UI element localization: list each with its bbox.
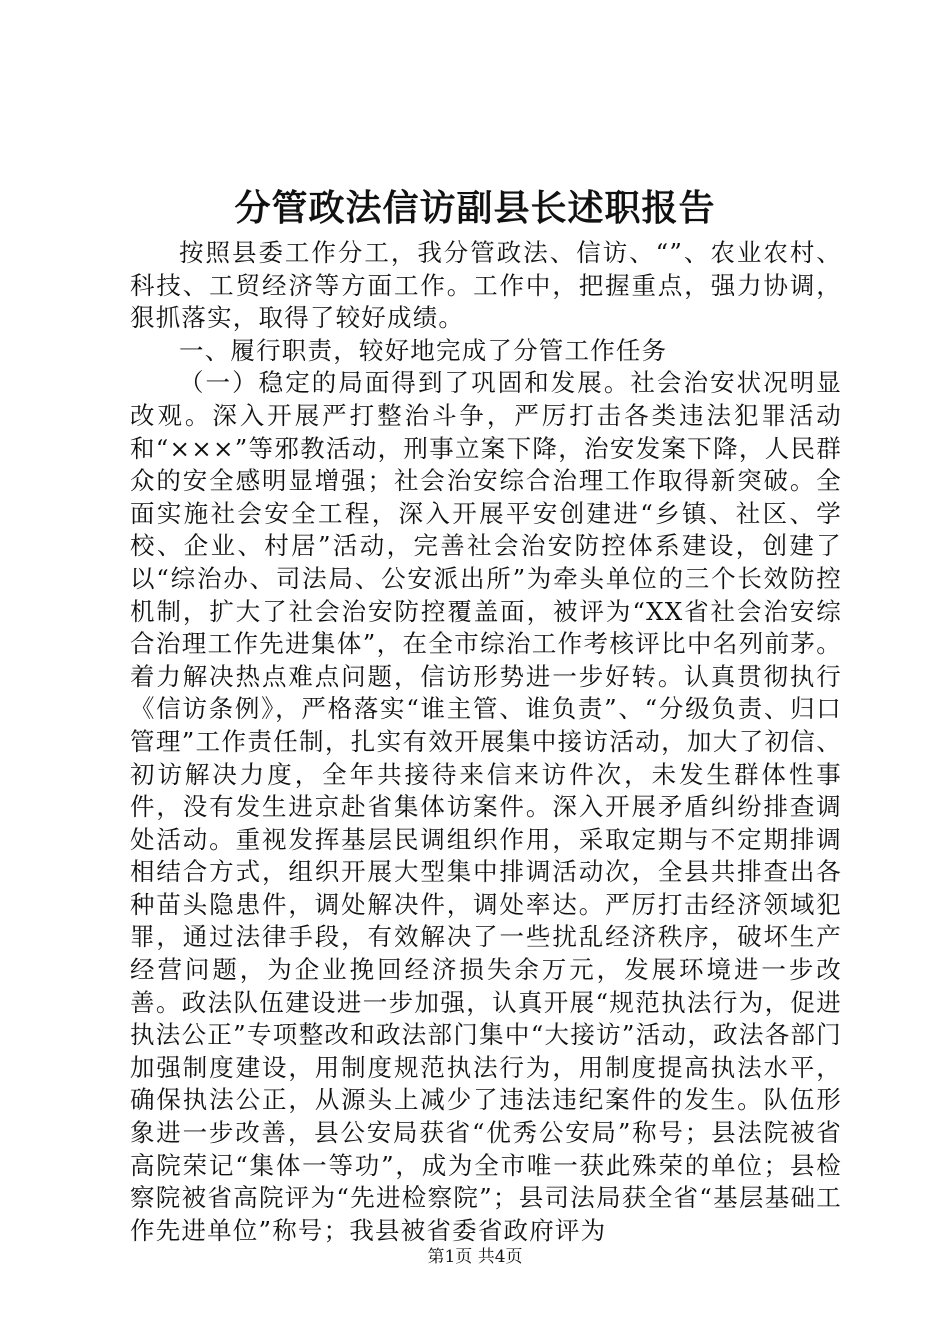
intro-paragraph: 按照县委工作分工，我分管政法、信访、“”、农业农村、科技、工贸经济等方面工作。工作中，把握重点，强力协调，狠抓落实，取得了较好成绩。 bbox=[130, 238, 842, 333]
document-body bbox=[130, 237, 842, 1247]
section-heading: 一、履行职责，较好地完成了分管工作任务 bbox=[179, 335, 668, 365]
body-paragraph: （一）稳定的局面得到了巩固和发展。社会治安状况明显改观。深入开展严打整治斗争，严厉打击各类违法犯罪活动和“×××”等邪教活动，刑事立案下降，治安发案下降，人民群众的安全感明显增强；社会治安综合治理工作取得新突破。全面实施社会安全工程，深入开展平安创建进“乡镇、社区、学校、企业、村居”活动，完善社会治安防控体系建设，创建了以“综治办、司法局、公安派出所”为牵头单位的三个长效防控机制，扩大了社会治安防控覆盖面，被评为“XX省社会治安综合治理工作先进集体”，在全市综治工作考核评比中名列前茅。着力解决热点难点问题，信访形势进一步好转。认真贯彻执行《信访条例》，严格落实“谁主管、谁负责”、“分级负责、归口管理”工作责任制，扎实有效开展集中接访活动，加大了初信、初访解决力度，全年共接待来信来访件次，未发生群体性事件，没有发生进京赴省集体访案件。深入开展矛盾纠纷排查调处活动。重视发挥基层民调组织作用，采取定期与不定期排调相结合方式，组织开展大型集中排调活动次，全县共排查出各种苗头隐患件，调处解决件，调处率达。严厉打击经济领域犯罪，通过法律手段，有效解决了一些扰乱经济秩序，破坏生产经营问题，为企业挽回经济损失余万元，发展环境进一步改善。政法队伍建设进一步加强，认真开展“规范执法行为，促进执法公正”专项整改和政法部门集中“大接访”活动，政法各部门加强制度建设，用制度规范执法行为，用制度提高执法水平，确保执法公正，从源头上减少了违法违纪案件的发生。队伍形象进一步改善，县公安局获省“优秀公安局”称号；县法院被省高院荣记“集体一等功”，成为全市唯一获此殊荣的单位；县检察院被省高院评为“先进检察院”；县司法局获全省“基层基础工作先进单位”称号；我县被省委省政府评为 bbox=[130, 368, 842, 1245]
document-title: 分管政法信访副县长述职报告 bbox=[234, 187, 716, 229]
page-number: 第1页 共4页 bbox=[427, 1247, 523, 1267]
